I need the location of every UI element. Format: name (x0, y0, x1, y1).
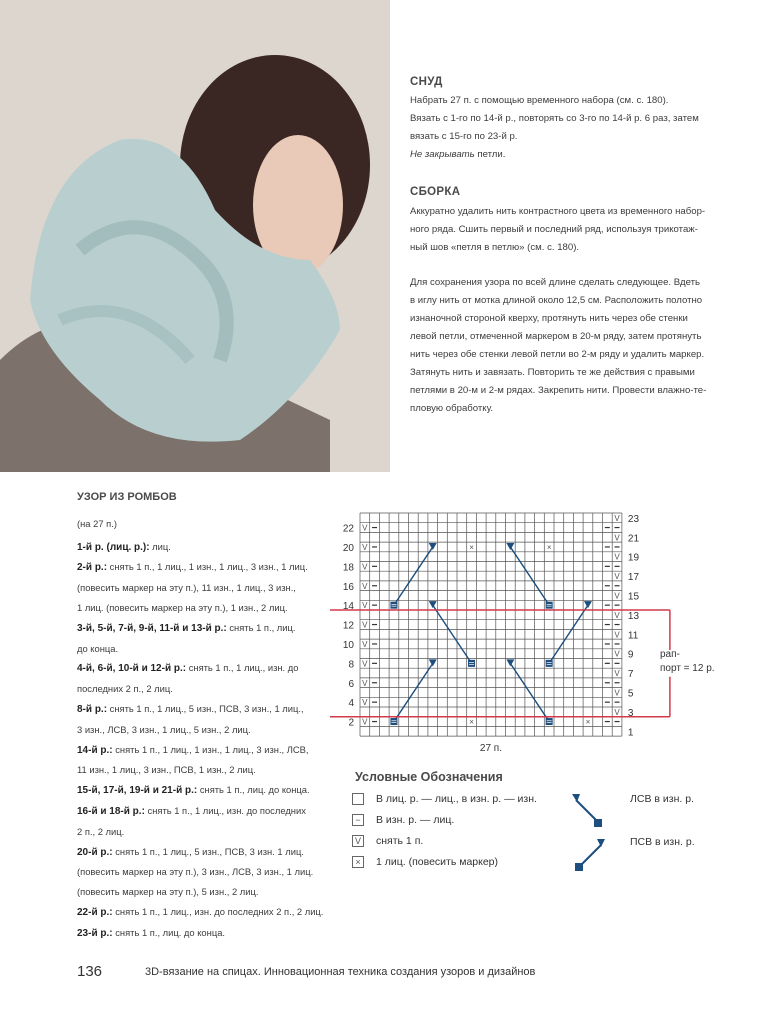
legend-item-knit (352, 793, 537, 805)
assembly-line: Затянуть нить и завязать. Повторить те же действия с правыми (410, 367, 695, 378)
slip-mark: V (614, 688, 620, 698)
repeat-label-line-1: рап- (660, 649, 680, 660)
marker-x: × (585, 717, 591, 727)
pattern-row-text: до конца. (77, 642, 119, 654)
slip-mark: V (614, 669, 620, 679)
pattern-row-text: снять 1 п., 1 лиц., 1 изн., 1 лиц., 3 изн., ЛСВ, (112, 743, 309, 755)
cable-square (390, 602, 397, 609)
slip-mark: V (362, 678, 368, 688)
legend-item-marker (352, 856, 498, 868)
lsv-label: ЛСВ в изн. р. (630, 793, 694, 805)
pattern-row-line (77, 780, 339, 801)
pattern-row-label: 4-й, 6-й, 10-й и 12-й р.: (77, 663, 187, 675)
pattern-heading: УЗОР ИЗ РОМБОВ (77, 491, 177, 503)
assembly-line: изнаночной стороной кверху, протянуть нить через обе стенки (410, 313, 688, 324)
pattern-row-line (77, 760, 339, 780)
pattern-row-text: 11 изн., 1 лиц., 3 изн., ПСВ, 1 изн., 2 лиц. (77, 764, 256, 776)
slip-mark: V (614, 591, 620, 601)
slip-mark: V (614, 630, 620, 640)
slip-mark: V (614, 610, 620, 620)
pattern-row-line (77, 537, 339, 558)
marker-x: × (546, 542, 552, 552)
dash-square-icon: − (352, 814, 364, 826)
slip-mark: V (362, 698, 368, 708)
book-title: 3D-вязание на спицах. Инновационная техника создания узоров и дизайнов (145, 966, 536, 978)
assembly-heading: СБОРКА (410, 186, 461, 198)
cable-triangle (506, 543, 514, 550)
pattern-row-line (77, 740, 339, 761)
slip-mark: V (614, 533, 620, 543)
pattern-row-text: снять 1 п., лиц. (226, 621, 296, 633)
marker-x: × (469, 717, 474, 727)
knitting-chart (330, 505, 730, 760)
row-label-right: 1 (627, 727, 634, 739)
assembly-line: ного ряда. Сшить первый и последний ряд, используя трикотаж- (410, 224, 698, 235)
row-label-left: 20 (342, 542, 354, 554)
pattern-row-line (77, 578, 339, 598)
pattern-row-line (77, 902, 339, 923)
cable-line (394, 547, 433, 605)
marker-x: × (469, 542, 474, 552)
repeat-label-line-2: порт = 12 р. (660, 663, 715, 674)
row-label-right: 23 (627, 513, 640, 525)
cable-square (390, 718, 397, 725)
pattern-row-text: 3 изн., ЛСВ, 3 изн., 1 лиц., 5 изн., 2 лиц. (77, 723, 251, 735)
assembly-line: петлями в 20-м и 2-м рядах. Закрепить нити. Провести влажно-те- (410, 385, 707, 396)
legend-label: 1 лиц. (повесить маркер) (376, 856, 499, 868)
slip-mark: V (614, 552, 620, 562)
cable-square (468, 660, 475, 667)
pattern-rows (77, 537, 339, 944)
slip-mark: V (362, 581, 368, 591)
slip-mark: V (362, 620, 368, 630)
psv-label: ПСВ в изн. р. (630, 836, 695, 848)
snood-line: Вязать с 1-го по 14-й р., повторять со 3-го по 14-й р. 6 раз, затем (410, 113, 699, 124)
row-label-left: 12 (342, 620, 354, 632)
assembly-line: нить через обе стенки левой петли во 2-м ряду и удалить маркер. (410, 349, 705, 360)
pattern-row-text: (повесить маркер на эту п.), 5 изн., 2 лиц. (77, 886, 259, 898)
cable-line (510, 547, 549, 605)
snood-text (410, 92, 770, 164)
slip-mark: V (614, 707, 620, 717)
pattern-row-label: 22-й р.: (77, 906, 113, 918)
assembly-line: Для сохранения узора по всей длине сделать следующее. Вдеть (410, 277, 701, 288)
pattern-row-line (77, 923, 339, 944)
cable-triangle (429, 659, 437, 666)
pattern-row-text: снять 1 п., 1 лиц., изн. до последних (144, 804, 306, 816)
pattern-row-line (77, 699, 339, 720)
snood-italic: Не закрывать (410, 149, 475, 160)
pattern-row-line (77, 882, 339, 902)
slip-mark: V (362, 542, 368, 552)
legend-title: Условные Обозначения (355, 770, 503, 784)
pattern-row-text: снять 1 п., лиц. до конца. (197, 784, 310, 796)
pattern-row-text: (повесить маркер на эту п.), 11 изн., 1 лиц., 3 изн., (77, 582, 296, 594)
assembly-line: Аккуратно удалить нить контрастного цвета из временного набор- (410, 206, 706, 217)
cable-square (546, 602, 553, 609)
pattern-row-text: снять 1 п., 1 лиц., изн. до (186, 662, 299, 674)
cable-legend-icons (570, 792, 610, 882)
assembly-line: пловую обработку. (410, 403, 494, 414)
snood-line: Набрать 27 п. с помощью временного набора (см. с. 180). (410, 95, 669, 106)
snood-rest: петли. (474, 149, 506, 160)
assembly-line: ный шов «петля в петлю» (см. с. 180). (410, 242, 580, 253)
pattern-row-line (77, 658, 339, 679)
row-label-right: 11 (627, 630, 639, 642)
cable-square (546, 660, 553, 667)
pattern-row-line (77, 598, 339, 618)
snood-heading: СНУД (410, 76, 443, 88)
pattern-row-label: 8-й р.: (77, 703, 108, 715)
pattern-row-line (77, 679, 339, 699)
pattern-row-label: 16-й и 18-й р.: (77, 805, 145, 817)
pattern-row-label: 23-й р.: (77, 927, 113, 939)
slip-mark: V (362, 717, 368, 727)
slip-mark: V (614, 572, 620, 582)
slip-mark: V (362, 639, 368, 649)
row-label-right: 7 (627, 669, 634, 681)
empty-square-icon (352, 793, 364, 805)
slip-mark: V (362, 659, 368, 669)
pattern-row-line (77, 557, 339, 578)
pattern-row-text: снять 1 п., 1 лиц., 1 изн., 1 лиц., 3 изн., 1 лиц. (107, 561, 308, 573)
pattern-row-text: снять 1 п., 1 лиц., 5 изн., ПСВ, 3 изн. 1 лиц. (112, 845, 304, 857)
pattern-row-line (77, 618, 339, 639)
pattern-row-text: 1 лиц. (повесить маркер на эту п.), 1 изн., 2 лиц. (77, 601, 288, 613)
legend-label: В лиц. р. — лиц., в изн. р. — изн. (376, 793, 537, 805)
row-label-right: 17 (627, 572, 640, 584)
lsv-cable-icon (572, 794, 602, 827)
legend-item-purl (352, 814, 454, 826)
row-label-left: 10 (342, 639, 354, 651)
assembly-para-1 (410, 203, 775, 257)
row-label-left: 6 (348, 678, 354, 690)
pattern-row-text: 2 п., 2 лиц. (77, 825, 125, 837)
slip-mark: V (362, 562, 368, 572)
row-label-right: 3 (627, 707, 634, 719)
legend-label: снять 1 п. (376, 835, 424, 847)
assembly-line: левой петли, отмеченной маркером в 20-м ряду, затем протянуть (410, 331, 702, 342)
legend (352, 770, 732, 880)
pattern-row-label: 1-й р. (лиц. р.): (77, 541, 150, 553)
pattern-row-label: 20-й р.: (77, 846, 113, 858)
x-axis-label: 27 п. (479, 743, 503, 755)
repeat-label (660, 648, 715, 676)
slip-mark: V (614, 513, 620, 523)
legend-item-slip (352, 835, 423, 847)
row-label-left: 14 (342, 601, 354, 613)
cable-square (546, 718, 553, 725)
row-label-left: 18 (342, 562, 354, 574)
pattern-subtitle: (на 27 п.) (77, 517, 117, 529)
pattern-row-text: снять 1 п., лиц. до конца. (112, 926, 226, 938)
pattern-row-text: лиц. (149, 540, 171, 552)
assembly-line: в иглу нить от мотка длиной около 12,5 см. Расположить полотно (410, 295, 703, 306)
pattern-instructions (77, 488, 339, 944)
cable-triangle (429, 543, 437, 550)
row-label-right: 9 (627, 649, 634, 661)
slip-mark: V (362, 523, 368, 533)
row-label-left: 2 (348, 717, 354, 729)
v-square-icon: V (352, 835, 364, 847)
pattern-row-text: снять 1 п., 1 лиц., изн. до последних 2 п., 2 лиц. (112, 905, 324, 917)
pattern-row-text: последних 2 п., 2 лиц. (77, 683, 173, 695)
cable-line (510, 663, 549, 721)
pattern-row-line (77, 842, 339, 863)
slip-mark: V (614, 649, 620, 659)
row-label-left: 16 (342, 581, 354, 593)
cable-triangle (506, 659, 514, 666)
model-photo (0, 0, 390, 472)
cable-line (549, 605, 588, 663)
pattern-row-line (77, 720, 339, 740)
assembly-para-2 (410, 274, 775, 418)
cable-triangle (584, 601, 592, 608)
pattern-row-line (77, 639, 339, 659)
row-label-right: 19 (627, 552, 640, 564)
slip-mark: V (362, 601, 368, 611)
row-label-right: 15 (627, 591, 640, 603)
row-label-left: 4 (348, 698, 354, 710)
pattern-row-label: 14-й р.: (77, 744, 113, 756)
pattern-row-line (77, 822, 339, 842)
pattern-row-line (77, 862, 339, 882)
row-label-right: 21 (627, 533, 640, 545)
row-label-left: 22 (342, 523, 354, 535)
psv-cable-icon (575, 839, 605, 871)
pattern-row-text: (повесить маркер на эту п.), 3 изн., ЛСВ, 3 изн., 1 лиц. (77, 866, 314, 878)
snood-line: вязать с 15-го по 23-й р. (410, 131, 518, 142)
row-label-right: 5 (627, 688, 634, 700)
legend-label: В изн. р. — лиц. (376, 814, 455, 826)
cable-triangle (429, 601, 437, 608)
pattern-row-label: 15-й, 17-й, 19-й и 21-й р.: (77, 785, 198, 797)
pattern-row-label: 2-й р.: (77, 562, 108, 574)
x-square-icon: × (352, 856, 364, 868)
row-label-left: 8 (348, 659, 354, 671)
page-number: 136 (77, 963, 103, 980)
pattern-row-label: 3-й, 5-й, 7-й, 9-й, 11-й и 13-й р.: (77, 622, 227, 634)
cable-line (394, 663, 433, 721)
pattern-row-line (77, 801, 339, 822)
snood-line (410, 146, 770, 164)
cable-line (433, 605, 472, 663)
pattern-row-text: снять 1 п., 1 лиц., 5 изн., ПСВ, 3 изн., 1 лиц., (107, 702, 304, 714)
row-label-right: 13 (627, 610, 640, 622)
